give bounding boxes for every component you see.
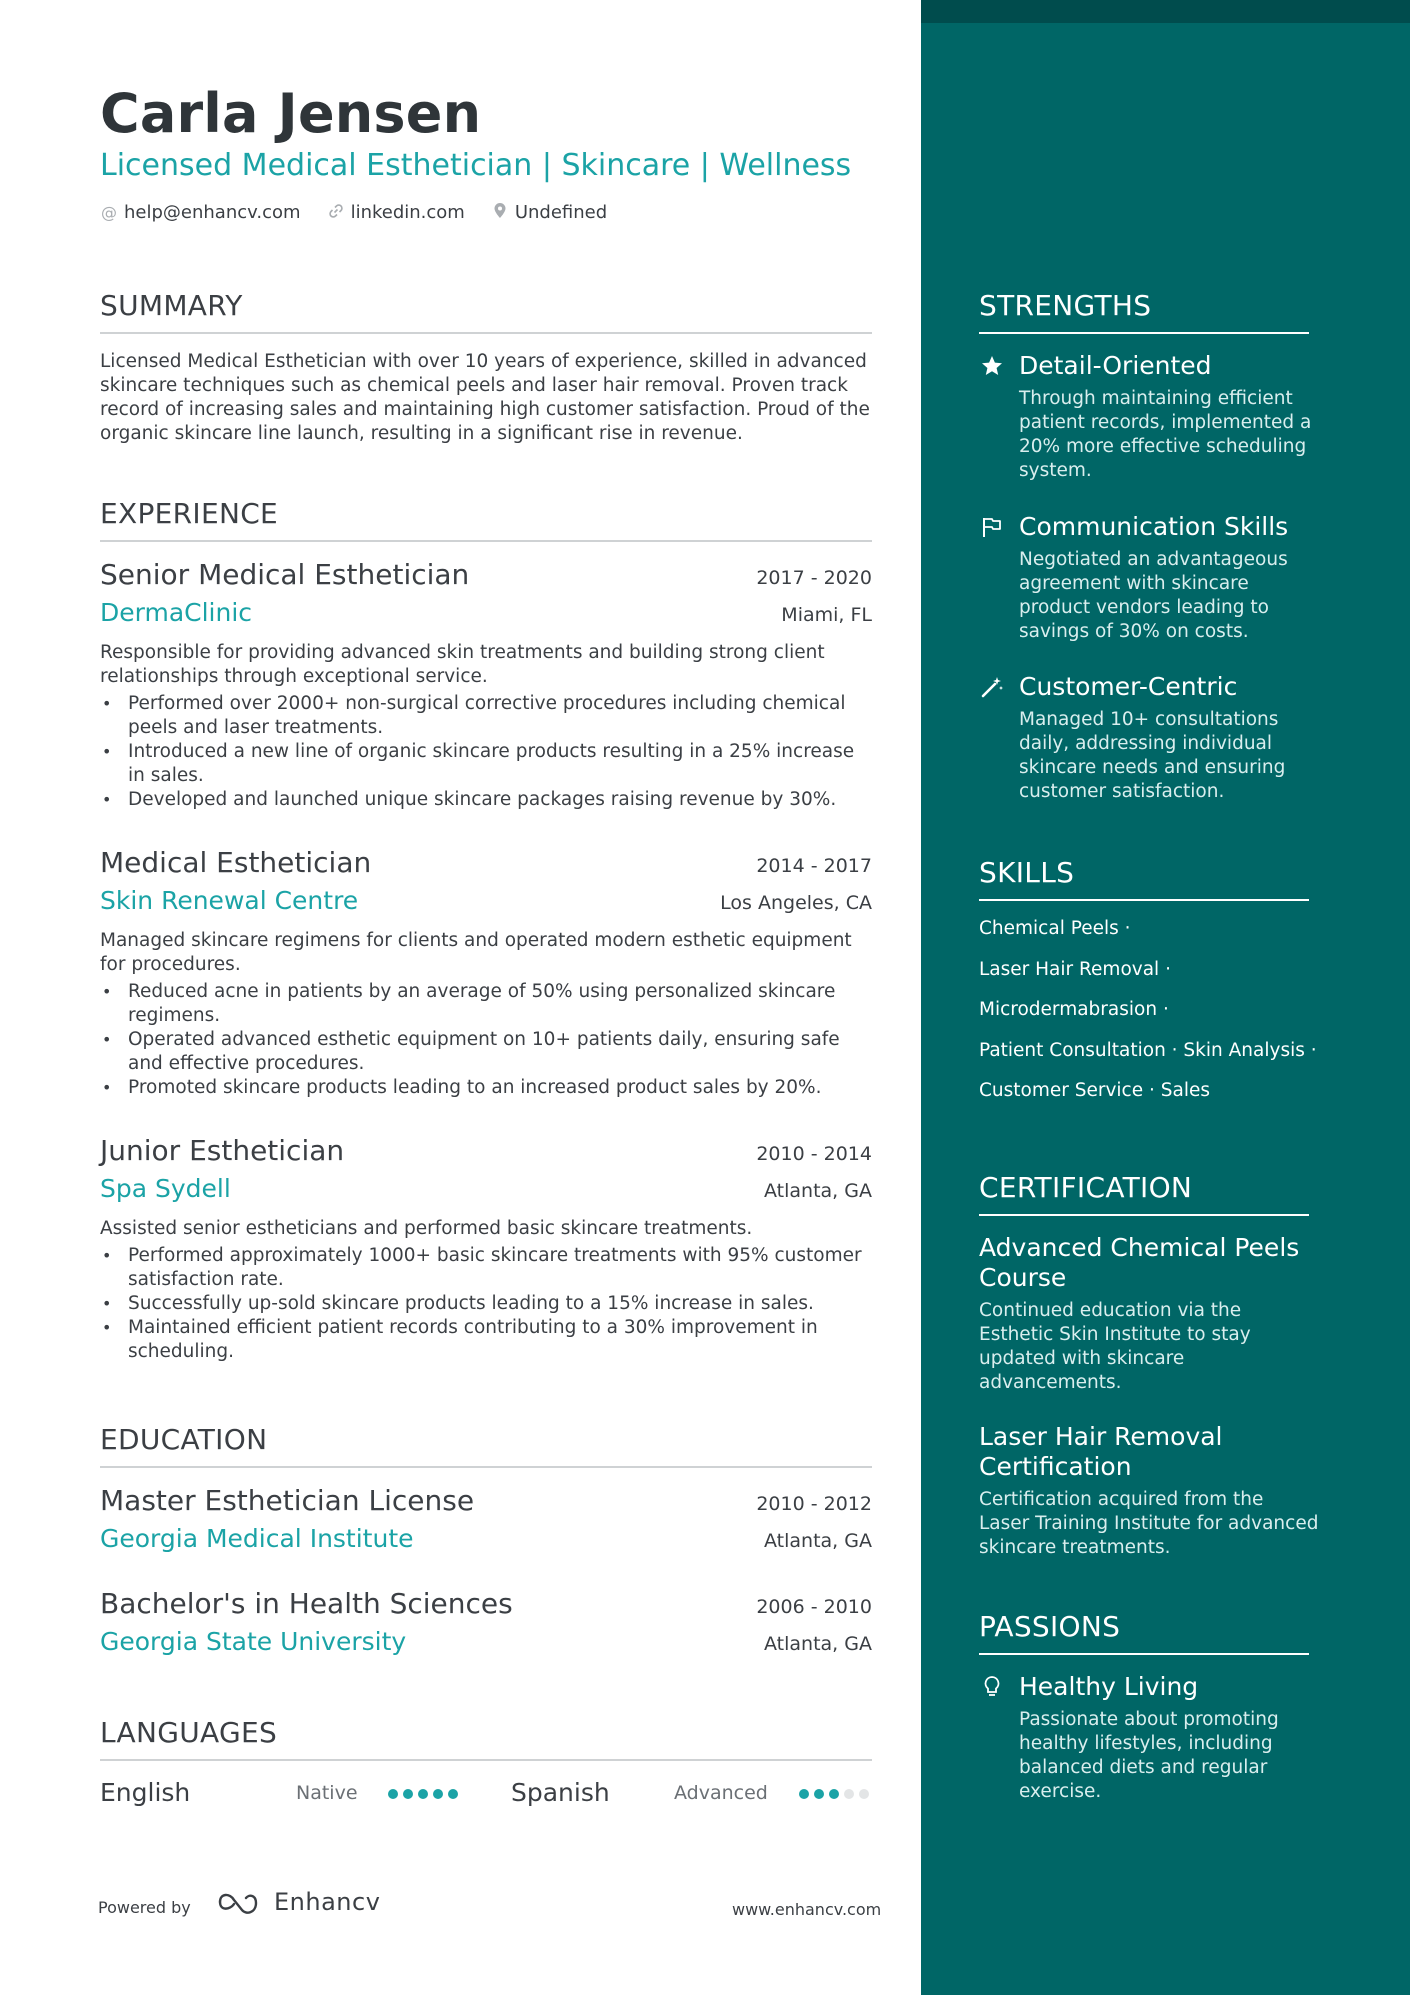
school-location: Atlanta, GA: [764, 1530, 872, 1552]
skill-tag: Patient Consultation · Skin Analysis ·: [979, 1039, 1317, 1061]
strength-title: Detail-Oriented: [1019, 351, 1212, 380]
language-level: Native: [296, 1782, 358, 1804]
rating-dot-filled: [418, 1789, 428, 1799]
contact-linkedin[interactable]: [327, 202, 465, 223]
school-name: Georgia State University: [100, 1627, 407, 1656]
skills-heading: SKILLS: [979, 856, 1309, 901]
strength-item: [979, 512, 1319, 644]
job-description: Responsible for providing advanced skin treatments and building strong client relationships through exceptional service.: [100, 642, 825, 687]
education-item: [100, 1484, 872, 1553]
certification-description: Certification acquired from the Laser Training Institute for advanced skincare treatments.: [979, 1489, 1319, 1558]
skills-list: [979, 918, 1319, 1121]
experience-item: [100, 558, 872, 812]
job-bullet: • Performed approximately 1000+ basic skincare treatments with 95% customer satisfaction rate.: [100, 1244, 872, 1292]
contact-bar: [100, 202, 607, 223]
contact-email-text: help@enhancv.com: [124, 202, 301, 223]
summary-text: Licensed Medical Esthetician with over 10 years of experience, skilled in advanced skincare techniques such as chemical peels and laser hair removal. Proven track record of increasing sales and maintaining high customer satisfaction. Proud of the organic skincare line launch, resulting in a significant rise in revenue.: [100, 351, 870, 444]
job-bullets: [100, 980, 872, 1100]
passion-item: [979, 1672, 1319, 1804]
skill-tag: Laser Hair Removal ·: [979, 958, 1171, 980]
strengths-heading: STRENGTHS: [979, 289, 1309, 334]
strength-title: Customer-Centric: [1019, 672, 1238, 701]
job-bullets: [100, 692, 872, 812]
strength-item: [979, 351, 1319, 483]
star-icon: [979, 354, 1005, 378]
language-rating: [799, 1789, 869, 1799]
school-location: Atlanta, GA: [764, 1633, 872, 1655]
experience-item: [100, 1134, 872, 1364]
strength-title: Communication Skills: [1019, 512, 1289, 541]
school-name: Georgia Medical Institute: [100, 1524, 414, 1553]
rating-dot-filled: [799, 1789, 809, 1799]
lightbulb-icon: [979, 1675, 1005, 1699]
rating-dot-filled: [829, 1789, 839, 1799]
skill-tag: Customer Service · Sales: [979, 1080, 1210, 1101]
job-bullet: • Promoted skincare products leading to an increased product sales by 20%.: [100, 1076, 872, 1100]
job-dates: 2010 - 2014: [756, 1143, 872, 1165]
certification-title: Advanced Chemical Peels Course: [979, 1233, 1300, 1292]
at-icon: @: [101, 203, 117, 222]
rating-dot-filled: [388, 1789, 398, 1799]
candidate-headline: Licensed Medical Esthetician | Skincare | Wellness: [100, 148, 852, 183]
job-company: DermaClinic: [100, 598, 253, 627]
enhancv-logo-icon: [216, 1889, 264, 1915]
passions-heading: PASSIONS: [979, 1610, 1309, 1655]
enhancv-logo[interactable]: [216, 1888, 380, 1916]
summary-heading: SUMMARY: [100, 289, 872, 334]
job-company: Skin Renewal Centre: [100, 886, 359, 915]
job-bullets: [100, 1244, 872, 1364]
sidebar: [921, 0, 1410, 1995]
language-name: Spanish: [511, 1778, 610, 1807]
certification-item: [979, 1422, 1319, 1560]
strength-description: Managed 10+ consultations daily, addressing individual skincare needs and ensuring customer satisfaction.: [1019, 709, 1286, 802]
languages-list: [100, 1778, 872, 1808]
job-title: Junior Esthetician: [100, 1134, 345, 1167]
job-title: Senior Medical Esthetician: [100, 558, 470, 591]
job-dates: 2014 - 2017: [756, 855, 872, 877]
degree-title: Master Esthetician License: [100, 1484, 475, 1517]
experience-item: [100, 846, 872, 1100]
job-location: Los Angeles, CA: [720, 892, 872, 914]
degree-title: Bachelor's in Health Sciences: [100, 1587, 513, 1620]
job-description: Managed skincare regimens for clients and operated modern esthetic equipment for procedures.: [100, 930, 852, 975]
contact-location: [491, 202, 607, 223]
certification-description: Continued education via the Esthetic Skin Institute to stay updated with skincare advancements.: [979, 1300, 1251, 1393]
job-company: Spa Sydell: [100, 1174, 231, 1203]
rating-dot-filled: [403, 1789, 413, 1799]
enhancv-logo-text: Enhancv: [274, 1888, 381, 1916]
certification-title: Laser Hair Removal Certification: [979, 1422, 1223, 1481]
job-dates: 2017 - 2020: [756, 567, 872, 589]
job-title: Medical Esthetician: [100, 846, 372, 879]
language-level: Advanced: [674, 1782, 768, 1804]
language-name: English: [100, 1778, 191, 1807]
passion-description: Passionate about promoting healthy lifestyles, including balanced diets and regular exercise.: [1019, 1709, 1279, 1802]
contact-email[interactable]: [100, 202, 301, 223]
rating-dot-empty: [859, 1789, 869, 1799]
education-dates: 2010 - 2012: [756, 1493, 872, 1515]
link-icon: [327, 203, 345, 223]
skill-tag: Chemical Peels ·: [979, 918, 1131, 939]
rating-dot-empty: [844, 1789, 854, 1799]
rating-dot-filled: [433, 1789, 443, 1799]
strength-item: [979, 672, 1319, 804]
education-heading: EDUCATION: [100, 1423, 872, 1468]
passion-title: Healthy Living: [1019, 1672, 1199, 1701]
job-location: Miami, FL: [781, 604, 872, 626]
rating-dot-filled: [448, 1789, 458, 1799]
sidebar-top-bar: [921, 0, 1410, 23]
skill-tag: Microdermabrasion ·: [979, 999, 1169, 1020]
education-dates: 2006 - 2010: [756, 1596, 872, 1618]
contact-linkedin-text: linkedin.com: [350, 202, 465, 223]
job-location: Atlanta, GA: [764, 1180, 872, 1202]
languages-heading: LANGUAGES: [100, 1716, 872, 1761]
footer-powered-by: Powered by: [98, 1898, 191, 1917]
certification-item: [979, 1233, 1319, 1395]
job-description: Assisted senior estheticians and performed basic skincare treatments.: [100, 1218, 753, 1239]
job-bullet: • Reduced acne in patients by an average of 50% using personalized skincare regimens.: [100, 980, 872, 1028]
job-bullet: • Successfully up-sold skincare products leading to a 15% increase in sales.: [100, 1292, 872, 1316]
contact-location-text: Undefined: [514, 202, 608, 223]
education-item: [100, 1587, 872, 1656]
flag-icon: [979, 515, 1005, 539]
location-pin-icon: [491, 202, 509, 223]
language-rating: [388, 1789, 458, 1799]
job-bullet: • Maintained efficient patient records contributing to a 30% improvement in scheduling.: [100, 1316, 872, 1364]
magic-wand-icon: [979, 675, 1005, 699]
experience-heading: EXPERIENCE: [100, 497, 872, 542]
strength-description: Negotiated an advantageous agreement with skincare product vendors leading to savings of 30% on costs.: [1019, 549, 1288, 642]
job-bullet: • Performed over 2000+ non-surgical corrective procedures including chemical peels and laser treatments.: [100, 692, 872, 740]
footer-url[interactable]: www.enhancv.com: [732, 1900, 882, 1919]
rating-dot-filled: [814, 1789, 824, 1799]
job-bullet: • Developed and launched unique skincare packages raising revenue by 30%.: [100, 788, 872, 812]
certification-heading: CERTIFICATION: [979, 1171, 1309, 1216]
job-bullet: • Operated advanced esthetic equipment on 10+ patients daily, ensuring safe and effective procedures.: [100, 1028, 872, 1076]
candidate-name: Carla Jensen: [100, 82, 482, 145]
job-bullet: • Introduced a new line of organic skincare products resulting in a 25% increase in sales.: [100, 740, 872, 788]
strength-description: Through maintaining efficient patient records, implemented a 20% more effective scheduling system.: [1019, 388, 1312, 481]
